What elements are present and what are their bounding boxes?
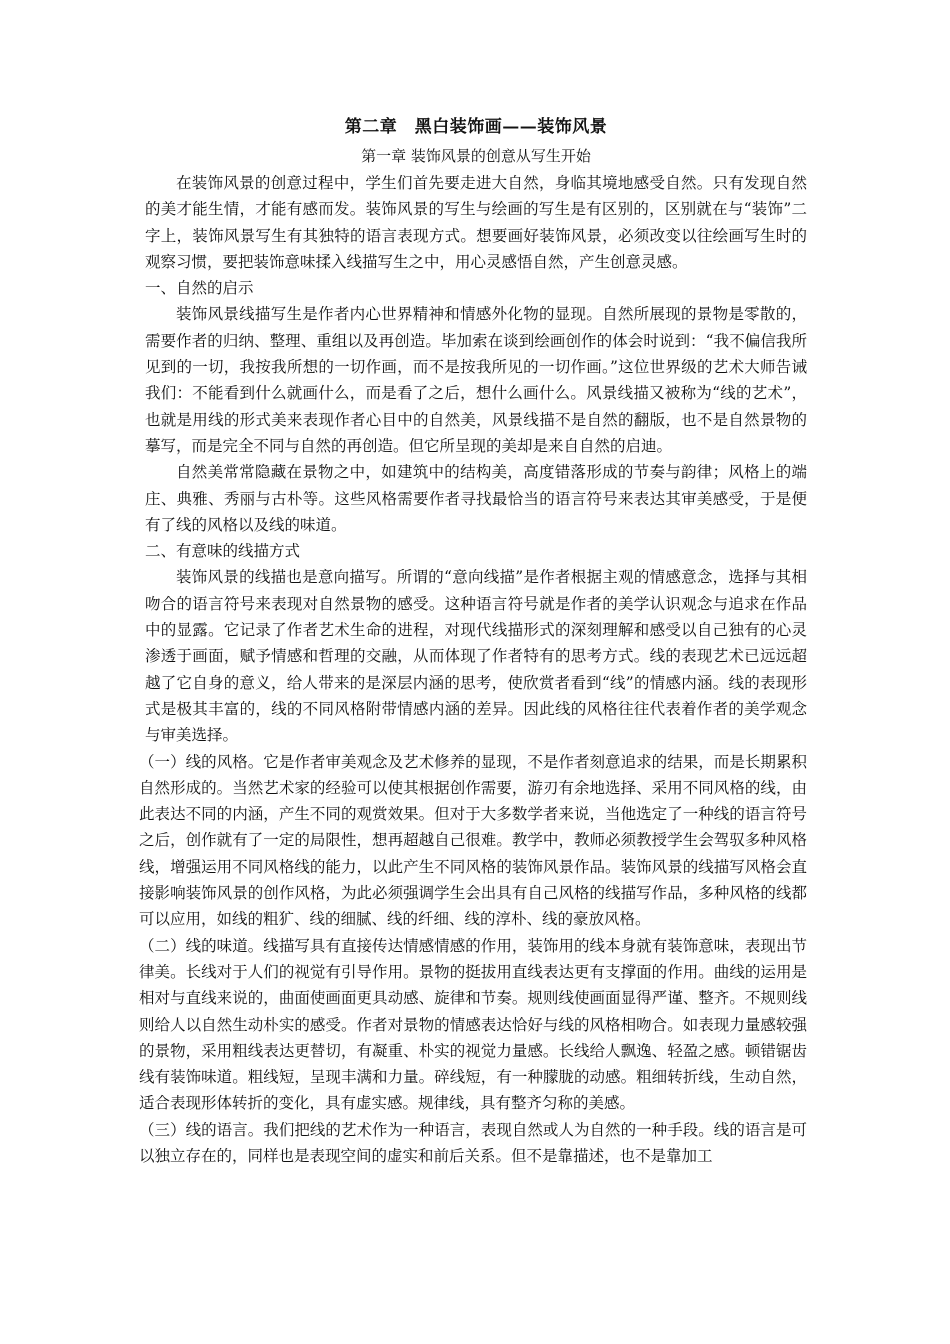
subsection-line-style: （一）线的风格。它是作者审美观念及艺术修养的显现，不是作者刻意追求的结果，而是长期累积自然形成的。当然艺术家的经验可以使其根据创作需要，游刃有余地选择、采用不同风格的线，由此表达不同的内涵，产生不同的观赏效果。但对于大多数学者来说，当他选定了一种线的语言符号之后，创作就有了一定的局限性，想再超越自己很难。教学中，教师必须教授学生会驾驭多种风格线，增强运用不同风格线的能力，以此产生不同风格的装饰风景作品。装饰风景的线描写风格会直接影响装饰风景的创作风格，为此必须强调学生会出具有自己风格的线描写作品，多种风格的线都可以应用，如线的粗犷、线的细腻、线的纤细、线的淳朴、线的豪放风格。 <box>139 752 807 929</box>
paragraph-1: 装饰风景线描写生是作者内心世界精神和情感外化物的显现。自然所展现的景物是零散的，需要作者的归纳、整理、重组以及再创造。毕加索在谈到绘画创作的体会时说到：“我不偏信我所见到的一切，我按我所想的一切作画，而不是按我所见的一切作画。”这位世界级的艺术大师告诫我们：不能看到什么就画什么，而是看了之后，想什么画什么。风景线描又被称为“线的艺术”，也就是用线的形式美来表现作者心目中的自然美，风景线描不是自然的翻版，也不是自然景物的摹写，而是完全不同与自然的再创造。但它所呈现的美却是来自自然的启迪。 <box>145 305 807 455</box>
heading-meaningful-line: 二、有意味的线描方式 <box>145 542 301 561</box>
subsection-line-language: （三）线的语言。我们把线的艺术作为一种语言，表现自然或人为自然的一种手段。线的语言是可以独立存在的，同样也是表现空间的虚实和前后关系。但不是靠描述，也不是靠加工 <box>139 1120 807 1165</box>
section-title: 第一章 装饰风景的创意从写生开始 <box>361 147 591 165</box>
chapter-title: 第二章 黑白装饰画——装饰风景 <box>344 117 608 137</box>
heading-natural-inspiration: 一、自然的启示 <box>145 279 254 298</box>
paragraph-2: 自然美常常隐藏在景物之中，如建筑中的结构美，高度错落形成的节奏与韵律；风格上的端庄、典雅、秀丽与古朴等。这些风格需要作者寻找最恰当的语言符号来表达其审美感受，于是便有了线的风格以及线的味道。 <box>145 463 807 534</box>
intro-paragraph: 在装饰风景的创意过程中，学生们首先要走进大自然，身临其境地感受自然。只有发现自然的美才能生情，才能有感而发。装饰风景的写生与绘画的写生是有区别的，区别就在与“装饰”二字上，装饰风景写生有其独特的语言表现方式。想要画好装饰风景，必须改变以往绘画写生时的观察习惯，要把装饰意味揉入线描写生之中，用心灵感悟自然，产生创意灵感。 <box>145 174 807 271</box>
paragraph-3: 装饰风景的线描也是意向描写。所谓的“意向线描”是作者根据主观的情感意念，选择与其相吻合的语言符号来表现对自然景物的感受。这种语言符号就是作者的美学认识观念与追求在作品中的显露。它记录了作者艺术生命的进程，对现代线描形式的深刻理解和感受以自己独有的心灵渗透于画面，赋予情感和哲理的交融，从而体现了作者特有的思考方式。线的表现艺术已远远超越了它自身的意义，给人带来的是深层内涵的思考，使欣赏者看到“线”的情感内涵。线的表现形式是极其丰富的，线的不同风格附带情感内涵的差异。因此线的风格往往代表着作者的美学观念与审美选择。 <box>145 568 807 745</box>
document-page <box>139 112 807 1169</box>
subsection-line-flavor: （二）线的味道。线描写具有直接传达情感情感的作用，装饰用的线本身就有装饰意味，表现出节律美。长线对于人们的视觉有引导作用。景物的挺拔用直线表达更有支撑面的作用。曲线的运用是相对与直线来说的，曲面使画面更具动感、旋律和节奏。规则线使画面显得严谨、整齐。不规则线则给人以自然生动朴实的感受。作者对景物的情感表达恰好与线的风格相吻合。如表现力量感较强的景物，采用粗线表达更替切，有凝重、朴实的视觉力量感。长线给人飘逸、轻盈之感。顿错锯齿线有装饰味道。粗线短，呈现丰满和力量。碎线短，有一种朦胧的动感。粗细转折线，生动自然，适合表现形体转折的变化，具有虚实感。规律线，具有整齐匀称的美感。 <box>139 936 807 1113</box>
